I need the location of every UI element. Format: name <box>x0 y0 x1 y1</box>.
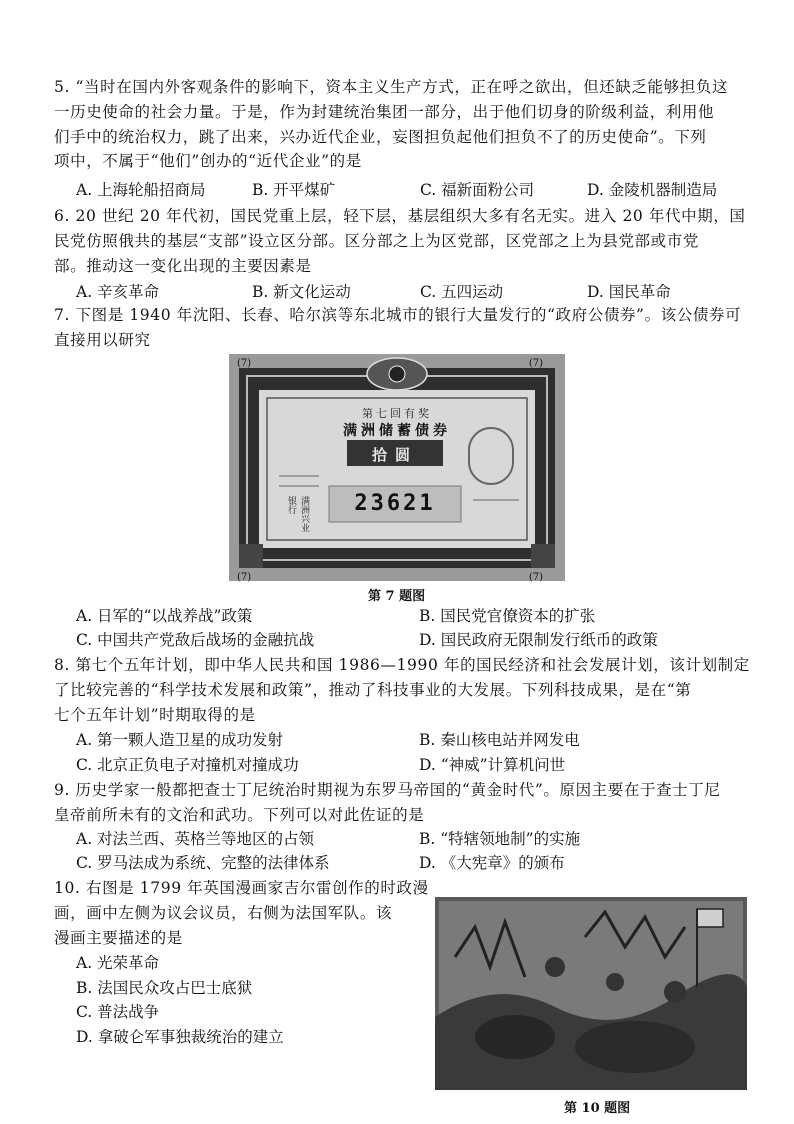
question-5-option-d: D. 金陵机器制造局 <box>587 181 718 199</box>
bond-title: 满洲储蓄债券 <box>343 423 451 439</box>
question-6-line: 民党仿照俄共的基层“支部”设立区分部。区分部之上为区党部，区党部之上为县党部或市党 <box>54 232 699 250</box>
question-6-line: 6. 20 世纪 20 年代初，国民党重上层，轻下层，基层组织大多有名无实。进入 20 年代中期，国 <box>54 207 746 225</box>
bond-corner-mark: (7) <box>528 572 543 583</box>
question-10-option-a: A. 光荣革命 <box>76 954 160 972</box>
question-6-option-a: A. 辛亥革命 <box>76 283 160 301</box>
question-8-option-b: B. 秦山核电站并网发电 <box>419 731 580 749</box>
question-6-line: 部。推动这一变化出现的主要因素是 <box>54 257 312 275</box>
figure-10-caption: 第 10 题图 <box>564 1101 631 1116</box>
question-7-option-c: C. 中国共产党敌后战场的金融抗战 <box>76 631 315 649</box>
question-8-option-d: D. “神威”计算机问世 <box>419 756 566 774</box>
question-9-line: 9. 历史学家一般都把查士丁尼统治时期视为东罗马帝国的“黄金时代”。原因主要在于查士丁尼 <box>54 781 721 799</box>
question-9-line: 皇帝前所未有的文治和武功。下列可以对此佐证的是 <box>54 806 425 824</box>
bond-issuer: 满洲兴业银行 <box>286 496 309 532</box>
question-6-option-d: D. 国民革命 <box>587 283 671 301</box>
bond-corner-mark: (7) <box>237 358 252 369</box>
question-5-option-a: A. 上海轮船招商局 <box>76 181 206 199</box>
question-7-line: 直接用以研究 <box>54 331 151 349</box>
bond-corner-mark: (7) <box>237 572 252 583</box>
question-5-line: 一历史使命的社会力量。于是，作为封建统治集团一部分，出于他们切身的阶级利益，利用他 <box>54 103 715 121</box>
question-9-option-a: A. 对法兰西、英格兰等地区的占领 <box>76 830 315 848</box>
question-5-option-b: B. 开平煤矿 <box>252 181 336 199</box>
figure-7-caption: 第 7 题图 <box>368 589 426 604</box>
bond-serial: 23621 <box>354 491 436 516</box>
question-8-line: 七个五年计划”时期取得的是 <box>54 706 256 724</box>
bond-denomination: 拾圆 <box>371 446 418 464</box>
question-10-option-d: D. 拿破仑军事独裁统治的建立 <box>76 1028 284 1046</box>
question-6-option-b: B. 新文化运动 <box>252 283 351 301</box>
question-8-option-c: C. 北京正负电子对撞机对撞成功 <box>76 756 299 774</box>
question-10-option-b: B. 法国民众攻占巴士底狱 <box>76 979 253 997</box>
question-10-line: 10. 右图是 1799 年英国漫画家吉尔雷创作的时政漫 <box>54 879 429 897</box>
question-5-line: 们手中的统治权力，跳了出来，兴办近代企业，妄图担负起他们担负不了的历史使命”。下列 <box>54 128 707 146</box>
bond-corner-mark: (7) <box>528 358 543 369</box>
question-9-option-c: C. 罗马法成为系统、完整的法律体系 <box>76 854 330 872</box>
question-7-option-a: A. 日军的“以战养战”政策 <box>76 607 253 625</box>
question-8-line: 了比较完善的“科学技术发展和政策”，推动了科技事业的大发展。下列科技成果，是在“第 <box>54 681 692 699</box>
cartoon-drawing <box>435 897 747 1090</box>
question-6-option-c: C. 五四运动 <box>420 283 504 301</box>
question-9-option-d: D. 《大宪章》的颁布 <box>419 854 565 872</box>
bond-drawing <box>229 354 565 581</box>
question-8-option-a: A. 第一颗人造卫星的成功发射 <box>76 731 284 749</box>
question-7-option-d: D. 国民政府无限制发行纸币的政策 <box>419 631 658 649</box>
cartoon-image <box>435 897 747 1090</box>
question-5-line: 5. “当时在国内外客观条件的影响下，资本主义生产方式，正在呼之欲出，但还缺乏能够担负这 <box>54 78 729 96</box>
question-5-option-c: C. 福新面粉公司 <box>420 181 535 199</box>
question-9-option-b: B. “特辖领地制”的实施 <box>419 830 581 848</box>
question-10-option-c: C. 普法战争 <box>76 1003 160 1021</box>
question-8-line: 8. 第七个五年计划，即中华人民共和国 1986—1990 年的国民经济和社会发展计划，该计划制定 <box>54 656 750 674</box>
question-10-line: 漫画主要描述的是 <box>54 929 183 947</box>
question-7-option-b: B. 国民党官僚资本的扩张 <box>419 607 596 625</box>
question-10-line: 画，画中左侧为议会议员，右侧为法国军队。该 <box>54 904 393 922</box>
question-7-line: 7. 下图是 1940 年沈阳、长春、哈尔滨等东北城市的银行大量发行的“政府公债券”。该公债券可 <box>54 306 742 324</box>
question-5-line: 项中，不属于“他们”创办的“近代企业”的是 <box>54 152 362 170</box>
bond-image <box>229 354 565 581</box>
bond-heading: 第七回有奖 <box>362 407 432 420</box>
